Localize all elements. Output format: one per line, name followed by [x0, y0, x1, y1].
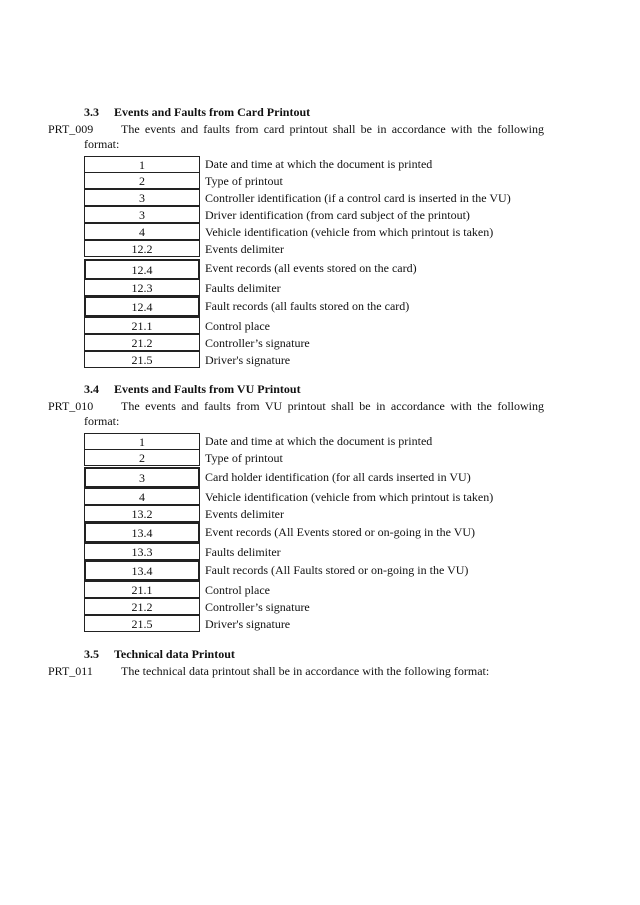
block-code: 4 [84, 488, 200, 505]
requirement-id: PRT_010 [48, 399, 94, 413]
block-code-repeated: 13.4 [84, 522, 200, 543]
requirement-continuation: format: [84, 137, 120, 151]
section-title: Technical data Printout [114, 647, 235, 661]
block-code: 21.2 [84, 334, 200, 351]
block-description: Events delimiter [205, 242, 284, 256]
block-description: Driver identification (from card subject of the printout) [205, 208, 470, 222]
block-description: Event records (all events stored on the card) [205, 261, 417, 275]
block-description: Card holder identification (for all cards inserted in VU) [205, 470, 471, 484]
requirement-id: PRT_009 [48, 122, 94, 136]
block-code: 13.2 [84, 505, 200, 522]
block-code: 21.5 [84, 615, 200, 632]
section-number: 3.4 [84, 382, 99, 396]
block-code: 12.2 [84, 240, 200, 257]
block-code: 13.3 [84, 543, 200, 560]
block-code: 2 [84, 449, 200, 466]
requirement-text: The technical data printout shall be in accordance with the following format: [121, 664, 490, 678]
block-description: Type of printout [205, 174, 283, 188]
block-code-repeated: 3 [84, 467, 200, 488]
block-code: 3 [84, 189, 200, 206]
block-description: Controller’s signature [205, 600, 310, 614]
block-code-repeated: 12.4 [84, 259, 200, 280]
block-code: 21.5 [84, 351, 200, 368]
block-description: Vehicle identification (vehicle from which printout is taken) [205, 490, 494, 504]
block-code: 1 [84, 433, 200, 450]
section-title: Events and Faults from Card Printout [114, 105, 311, 119]
requirement-text: The events and faults from VU printout shall be in accordance with the following [121, 399, 544, 413]
block-code: 4 [84, 223, 200, 240]
section-heading-3-3 [84, 105, 310, 120]
section-number: 3.3 [84, 105, 99, 119]
block-code: 2 [84, 172, 200, 189]
block-description: Event records (All Events stored or on-going in the VU) [205, 525, 476, 539]
section-number: 3.5 [84, 647, 99, 661]
requirement-text: The events and faults from card printout shall be in accordance with the following [121, 122, 544, 136]
block-description: Type of printout [205, 451, 283, 465]
block-description: Driver's signature [205, 617, 291, 631]
block-code: 21.1 [84, 581, 200, 598]
block-description: Controller’s signature [205, 336, 310, 350]
block-code-repeated: 13.4 [84, 560, 200, 581]
block-description: Driver's signature [205, 353, 291, 367]
requirement-continuation: format: [84, 414, 120, 428]
block-description: Fault records (all faults stored on the card) [205, 299, 410, 313]
block-code-repeated: 12.4 [84, 296, 200, 317]
section-heading-3-5 [84, 647, 235, 662]
block-description: Vehicle identification (vehicle from which printout is taken) [205, 225, 494, 239]
block-description: Control place [205, 319, 270, 333]
block-code: 12.3 [84, 279, 200, 296]
section-title: Events and Faults from VU Printout [114, 382, 301, 396]
block-description: Controller identification (if a control card is inserted in the VU) [205, 191, 511, 205]
block-code: 1 [84, 156, 200, 173]
block-description: Control place [205, 583, 270, 597]
section-heading-3-4 [84, 382, 301, 397]
block-description: Fault records (All Faults stored or on-going in the VU) [205, 563, 469, 577]
requirement-id: PRT_011 [48, 664, 93, 678]
block-code: 21.2 [84, 598, 200, 615]
block-description: Faults delimiter [205, 545, 281, 559]
block-description: Events delimiter [205, 507, 284, 521]
block-code: 21.1 [84, 317, 200, 334]
block-description: Date and time at which the document is printed [205, 157, 433, 171]
block-code: 3 [84, 206, 200, 223]
block-description: Faults delimiter [205, 281, 281, 295]
block-description: Date and time at which the document is printed [205, 434, 433, 448]
